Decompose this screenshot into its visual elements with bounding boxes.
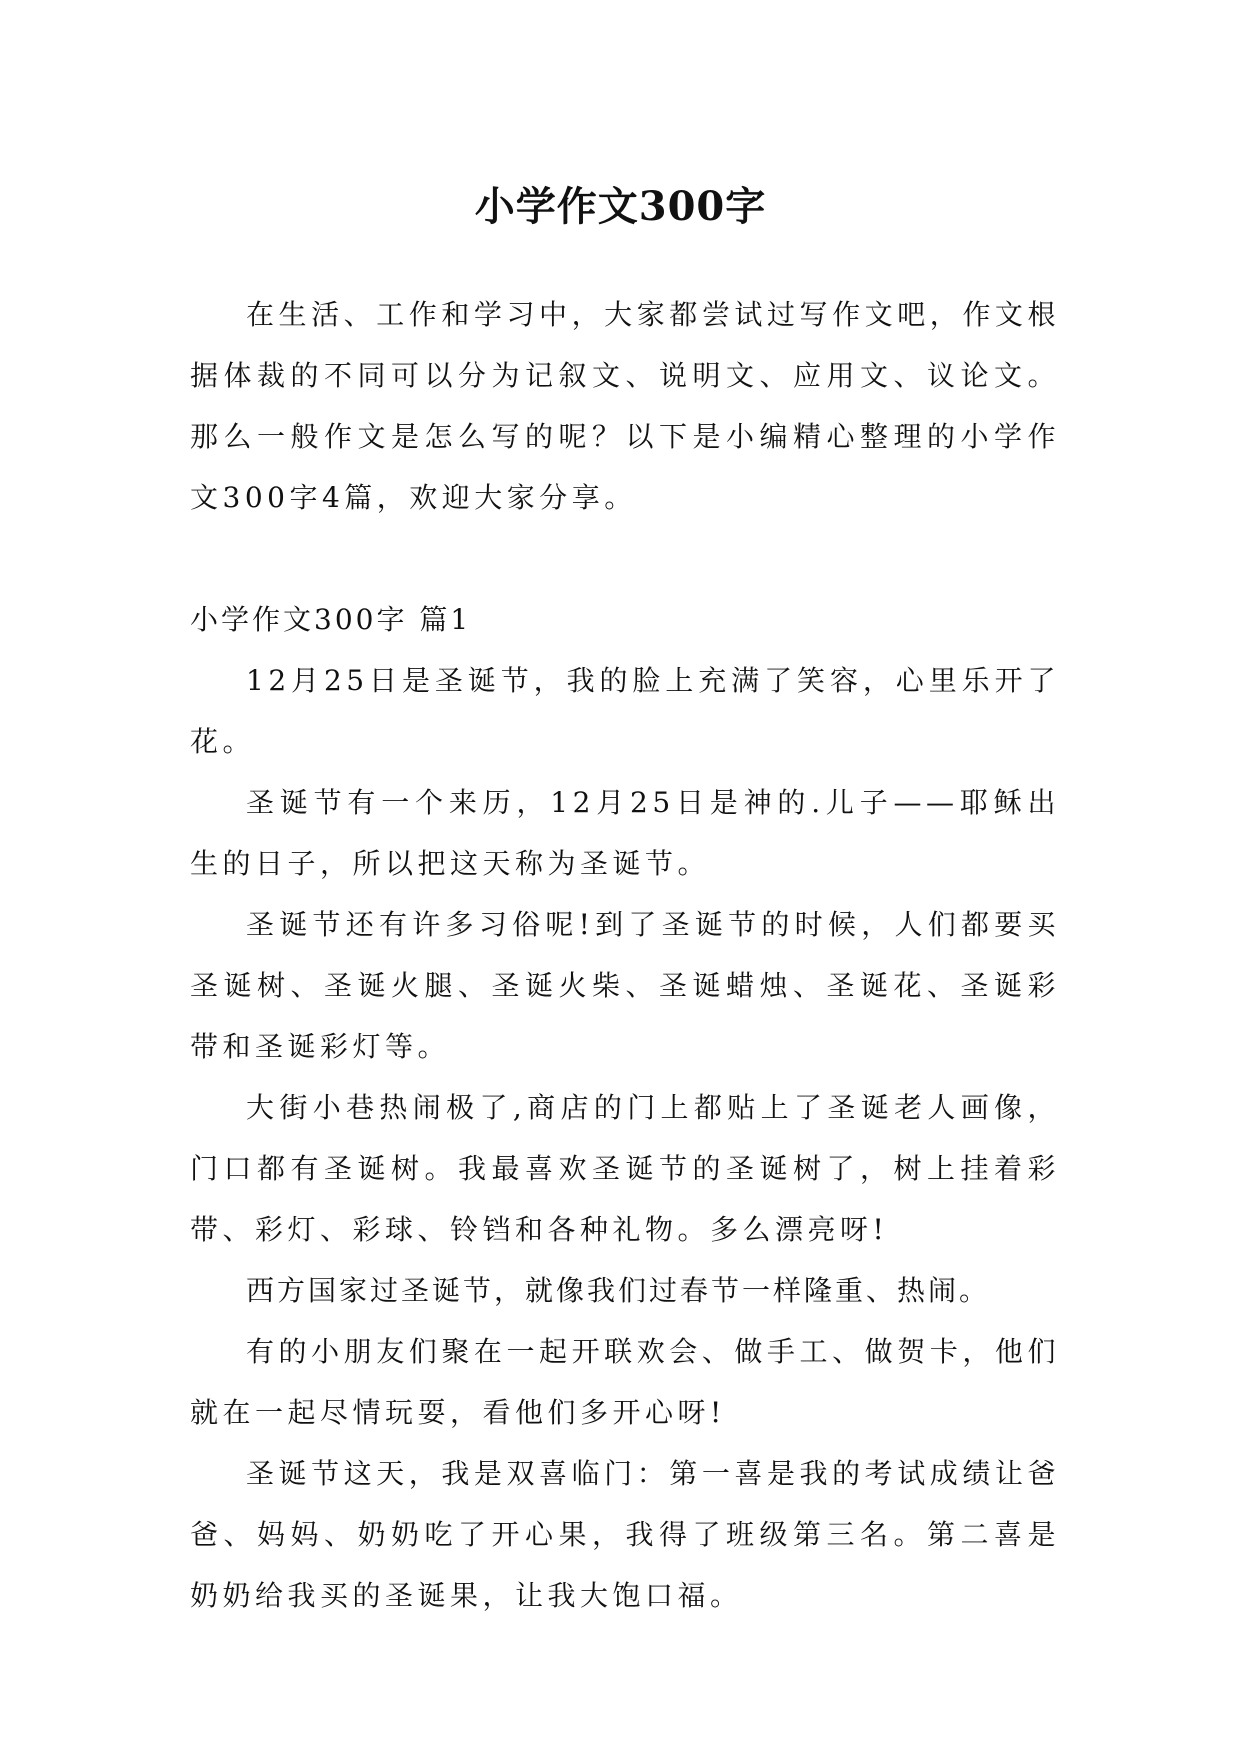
document-title: 小学作文300字 <box>474 182 767 230</box>
section-heading: 小学作文300字 篇1 <box>190 603 472 636</box>
document-body <box>190 284 1060 1626</box>
body-paragraph: 圣诞节有一个来历，12月25日是神的.儿子——耶稣出生的日子，所以把这天称为圣诞节。 <box>190 786 1060 880</box>
body-paragraph: 圣诞节这天，我是双喜临门：第一喜是我的考试成绩让爸爸、妈妈、奶奶吃了开心果，我得了班级第三名。第二喜是奶奶给我买的圣诞果，让我大饱口福。 <box>190 1457 1060 1612</box>
body-paragraph: 西方国家过圣诞节，就像我们过春节一样隆重、热闹。 <box>246 1274 991 1307</box>
body-paragraph: 12月25日是圣诞节，我的脸上充满了笑容，心里乐开了花。 <box>190 664 1060 758</box>
body-paragraph: 有的小朋友们聚在一起开联欢会、做手工、做贺卡，他们就在一起尽情玩耍，看他们多开心呀! <box>190 1335 1060 1429</box>
intro-paragraph: 在生活、工作和学习中，大家都尝试过写作文吧，作文根据体裁的不同可以分为记叙文、说明文、应用文、议论文。那么一般作文是怎么写的呢？以下是小编精心整理的小学作文300字4篇，欢迎大家分享。 <box>190 298 1060 514</box>
body-paragraph: 大街小巷热闹极了,商店的门上都贴上了圣诞老人画像，门口都有圣诞树。我最喜欢圣诞节的圣诞树了，树上挂着彩带、彩灯、彩球、铃铛和各种礼物。多么漂亮呀! <box>190 1091 1060 1246</box>
body-paragraph: 圣诞节还有许多习俗呢!到了圣诞节的时候，人们都要买圣诞树、圣诞火腿、圣诞火柴、圣诞蜡烛、圣诞花、圣诞彩带和圣诞彩灯等。 <box>190 908 1060 1063</box>
